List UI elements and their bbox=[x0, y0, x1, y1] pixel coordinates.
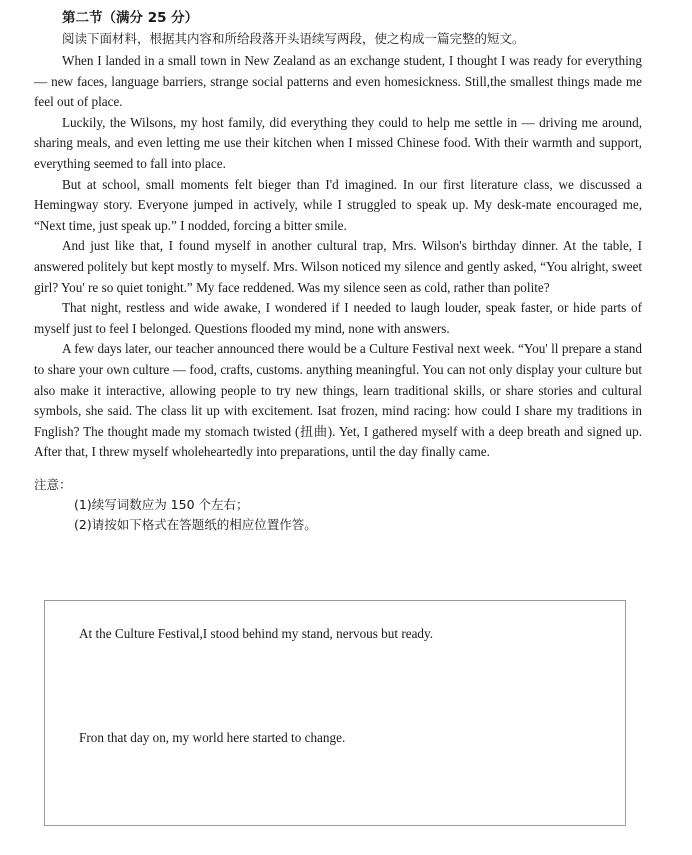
passage-paragraph: And just like that, I found myself in another cultural trap, Mrs. Wilson's birthday dinner. At the table, I answered politely but kept mostly to myself. Mrs. Wilson noticed my silence and gently asked, “You alright, sweet girl? You' re so quiet tonight.” My face reddened. Was my silence seen as cold, rather than polite? bbox=[34, 238, 642, 295]
section-title: 第二节（满分 25 分） bbox=[62, 10, 199, 26]
passage-paragraph: But at school, small moments felt bieger than I'd imagined. In our first literature class, we discussed a Hemingway story. Everyone jumped in actively, while I struggled to speak up. My desk-mate encouraged me, “Next time, just speak up.” I nodded, forcing a bitter smile. bbox=[34, 176, 642, 233]
exam-page bbox=[34, 8, 642, 535]
reading-passage bbox=[34, 51, 642, 463]
paragraph-starter-1: At the Culture Festival,I stood behind my stand, nervous but ready. bbox=[79, 626, 434, 641]
notes-list bbox=[34, 495, 642, 535]
notes-label: 注意： bbox=[34, 476, 72, 492]
note-item: (2)请按如下格式在答题纸的相应位置作答。 bbox=[74, 516, 317, 532]
passage-paragraph: That night, restless and wide awake, I wondered if I needed to laugh louder, speak faster, or hide parts of myself just to feel I belonged. Questions flooded my mind, none with answers. bbox=[34, 300, 642, 336]
passage-paragraph: Luckily, the Wilsons, my host family, did everything they could to help me settle in — driving me around, sharing meals, and even letting me use their kitchen when I missed Chinese food. With their warmth and support, everything seemed to fall into place. bbox=[34, 114, 642, 171]
passage-paragraph: When I landed in a small town in New Zealand as an exchange student, I thought I was ready for everything — new faces, language barriers, strange social patterns and even homesickness. Still,the smallest things made me feel out of place. bbox=[34, 53, 642, 110]
section-instruction: 阅读下面材料，根据其内容和所给段落开头语续写两段，使之构成一篇完整的短文。 bbox=[62, 31, 525, 46]
passage-paragraph: A few days later, our teacher announced there would be a Culture Festival next week. “You' ll prepare a stand to share your own culture — food, crafts, customs. anything meaningful. You can not only display your culture but also make it interactive, allowing people to try new things, learn traditional skills, or share stories and cultural symbols, she said. The class lit up with excitement. Isat frozen, mind racing: how could I share my traditions in Fnglish? The thought made my stomach twisted (扭曲). Yet, I gathered myself with a deep breath and signed up. After that, I threw myself wholeheartedly into preparations, until the day finally came. bbox=[34, 341, 642, 460]
answer-box bbox=[44, 600, 626, 826]
note-item: (1)续写词数应为 150 个左右； bbox=[74, 496, 249, 512]
paragraph-starter-2: Fron that day on, my world here started to change. bbox=[79, 730, 346, 745]
